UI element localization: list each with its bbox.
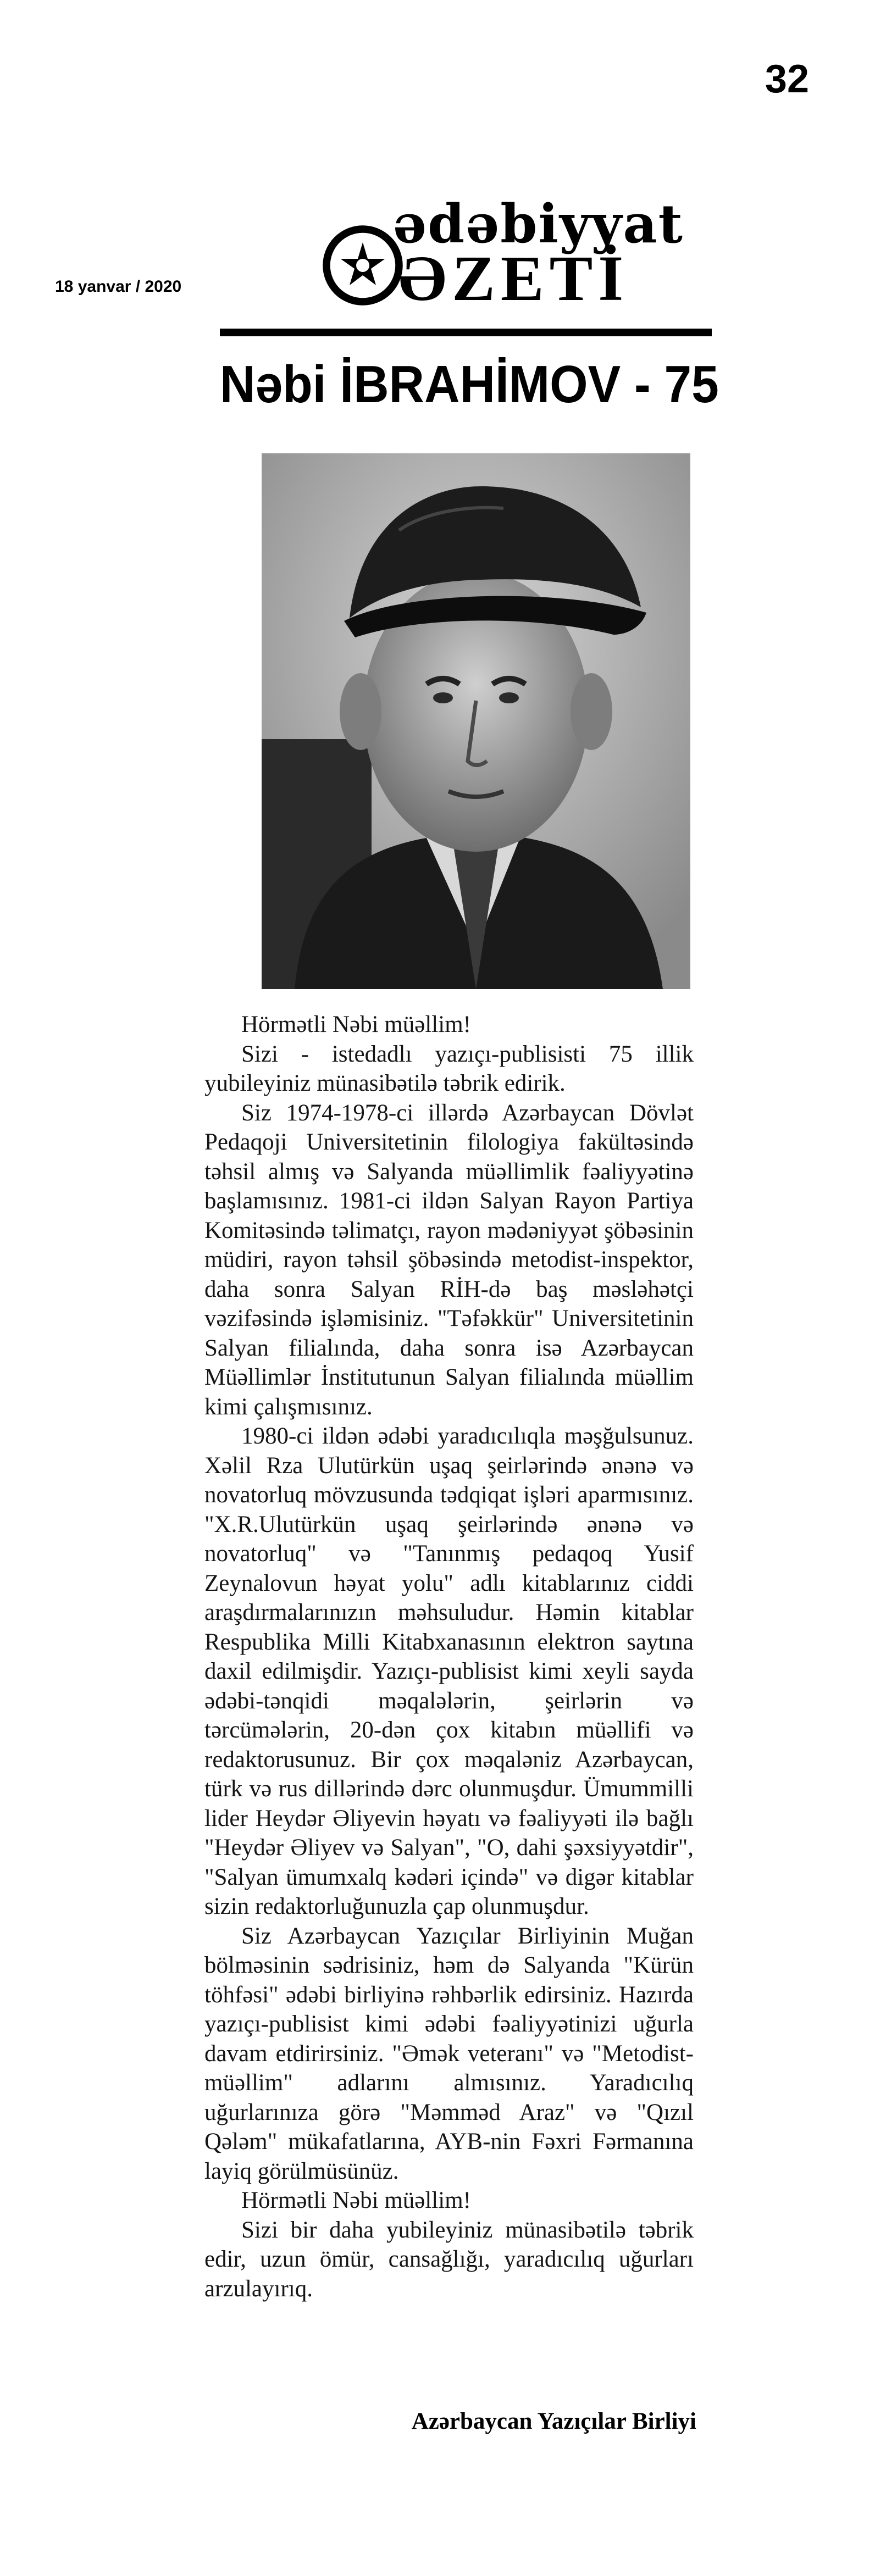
portrait-photo [262, 453, 690, 989]
article-paragraph: 1980-ci ildən ədəbi yaradıcılıqla məşğulsunuz. Xəlil Rza Ulutürkün uşaq şeirlərində ənənə və novatorluq mövzusunda tədqiqat işləri aparmısınız. "X.R.Ulutürkün uşaq şeirlərində ənənə və novatorluq" və "Tanınmış pedaqoq Yusif Zeynalovun həyat yolu" adlı kitablarınız ciddi araşdırmalarınızın məhsuludur. Həmin kitablar Respublika Milli Kitabxanasının elektron saytına daxil edilmişdir. Yazıçı-publisist kimi xeyli sayda ədəbi-tənqidi məqalələrin, şeirlərin və tərcümələrin, 20-dən çox kitabın müəllifi və redaktorusunuz. Bir çox məqaləniz Azərbaycan, türk və rus dillərində dərc olunmuşdur. Ümummilli lider Heydər Əliyevin həyatı və fəaliyyəti ilə bağlı "Heydər Əliyev və Salyan", "O, dahi şəxsiyyətdir", "Salyan ümumxalq kədəri içində" və digər kitablar sizin redaktorluğunuzla çap olunmuşdur. [204, 1423, 694, 1919]
article-signature: Azərbaycan Yazıçılar Birliyi [411, 2408, 696, 2434]
article-paragraph: Siz 1974-1978-ci illərdə Azərbaycan Dövlət Pedaqoji Universitetinin filologiya fakültəsində təhsil almış və Salyanda müəllimlik fəaliyyətinə başlamısınız. 1981-ci ildən Salyan Rayon Partiya Komitəsində təlimatçı, rayon mədəniyyət şöbəsinin müdiri, rayon təhsil şöbəsində metodist-inspektor, daha sonra Salyan RİH-də baş məsləhətçi vəzifəsində işləmisiniz. "Təfəkkür" Universitetinin Salyan filialında, daha sonra isə Azərbaycan Müəllimlər İnstitutunun Salyan filialında müəllim kimi çalışmısınız. [204, 1100, 694, 1420]
article-body [204, 1010, 694, 2303]
star-emblem-icon [322, 224, 404, 307]
article-headline: Nəbi İBRAHİMOV - 75 [220, 355, 719, 414]
portrait-illustration [262, 453, 690, 989]
masthead-line-2: ƏZETİ [398, 242, 629, 314]
article-paragraph: Sizi bir daha yubileyiniz münasibətilə təbrik edir, uzun ömür, cansağlığı, yaradıcılıq uğurları arzulayırıq. [204, 2217, 694, 2302]
article-paragraph: Sizi - istedadlı yazıçı-publisisti 75 illik yubileyiniz münasibətilə təbrik edirik. [204, 1041, 694, 1096]
page-number: 32 [765, 57, 809, 101]
newspaper-masthead [322, 193, 717, 314]
article-paragraph: Hörmətli Nəbi müəllim! [241, 1012, 471, 1037]
article-paragraph: Siz Azərbaycan Yazıçılar Birliyinin Muğan bölməsinin sədrisiniz, həm də Salyanda "Kürün töhfəsi" ədəbi birliyinə rəhbərlik edirsiniz. Hazırda yazıçı-publisist kimi ədəbi fəaliyyətinizi uğurla davam etdirirsiniz. "Əmək veteranı" və "Metodist-müəllim" adlarını almısınız. Yaradıcılıq uğurlarınıza görə "Məmməd Araz" və "Qızıl Qələm" mükafatlarına, AYB-nin Fəxri Fərmanına layiq görülmüsünüz. [204, 1923, 694, 2184]
article-paragraph: Hörmətli Nəbi müəllim! [241, 2188, 471, 2213]
masthead-rule [220, 329, 712, 336]
masthead-line-1: ədəbiyyat [393, 193, 684, 255]
issue-date: 18 yanvar / 2020 [55, 277, 182, 296]
